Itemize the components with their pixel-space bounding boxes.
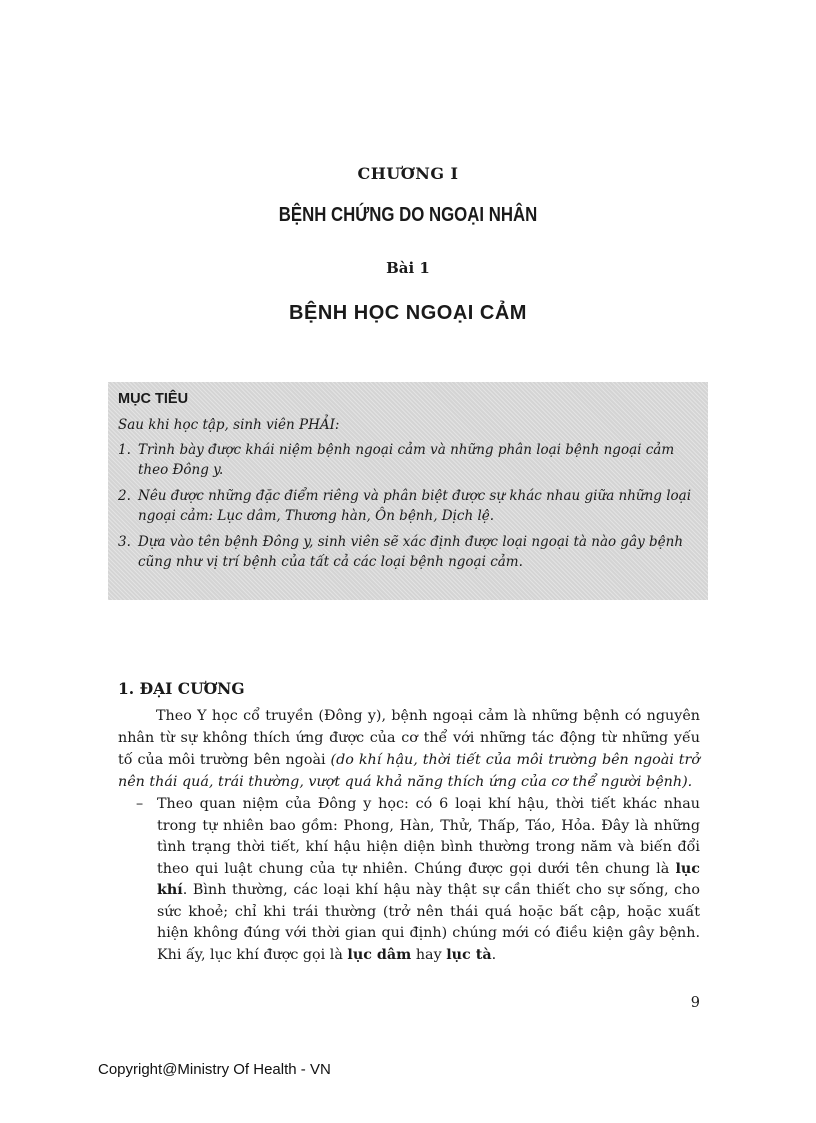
intro-paragraph bbox=[118, 705, 700, 793]
bullet-bold-term: lục khí bbox=[157, 860, 700, 898]
section-heading: 1. ĐẠI CƯƠNG bbox=[118, 679, 245, 698]
lesson-title: BỆNH HỌC NGOẠI CẢM bbox=[289, 302, 527, 324]
bullet-text-part: . Bình thường, các loại khí hậu này thật sự cần thiết cho sự sống, cho sức khoẻ; chỉ khi trái thường (trở nên thái quá hoặc bất cập, hoặc xuất hiện không đúng với thời gian qui định) chúng mới có điều kiện gây bệnh. Khi ấy, lục khí được gọi là bbox=[157, 882, 700, 963]
chapter-label: CHƯƠNG I bbox=[357, 164, 459, 183]
objective-item bbox=[118, 532, 698, 572]
objective-text: Nêu được những đặc điểm riêng và phân biệt được sự khác nhau giữa những loại ngoại cảm: Lục dâm, Thương hàn, Ôn bệnh, Dịch lệ. bbox=[138, 488, 692, 524]
objectives-box bbox=[108, 382, 708, 600]
paragraph-italic-text: (do khí hậu, thời tiết của môi trường bên ngoài trở nên thái quá, trái thường, vượt quá khả năng thích ứng của cơ thể người bệnh). bbox=[118, 752, 700, 790]
objective-item bbox=[118, 440, 698, 480]
bullet-text bbox=[138, 794, 700, 966]
objective-text: Dựa vào tên bệnh Đông y, sinh viên sẽ xác định được loại ngoại tà nào gây bệnh cũng như vị trí bệnh của tất cả các loại bệnh ngoại cảm. bbox=[138, 534, 684, 570]
lesson-label: Bài 1 bbox=[386, 259, 430, 277]
chapter-title: BỆNH CHỨNG DO NGOẠI NHÂN bbox=[278, 204, 538, 226]
objective-number: 3. bbox=[118, 534, 131, 550]
objective-text: Trình bày được khái niệm bệnh ngoại cảm và những phân loại bệnh ngoại cảm theo Đông y. bbox=[138, 442, 675, 478]
page-number: 9 bbox=[690, 995, 700, 1011]
objective-number: 1. bbox=[118, 442, 131, 458]
paragraph-text: Theo Y học cổ truyền (Đông y), bệnh ngoại cảm là những bệnh có nguyên nhân từ sự không thích ứng được của cơ thể với những tác động từ những yếu tố của môi trường bên ngoài bbox=[118, 708, 700, 768]
bullet-text-part: Theo quan niệm của Đông y học: có 6 loại khí hậu, thời tiết khác nhau trong tự nhiên bao gồm: Phong, Hàn, Thử, Thấp, Táo, Hỏa. Đây là những tình trạng thời tiết, khí hậu hiện diện bình thường trong năm và biến đổi theo qui luật chung của tự nhiên. Chúng được gọi dưới tên chung là bbox=[157, 796, 700, 877]
bullet-bold-term: lục tà bbox=[446, 946, 492, 963]
bullet-text-part: hay bbox=[411, 946, 447, 963]
objective-number: 2. bbox=[118, 488, 131, 504]
bullet-bold-term: lục dâm bbox=[347, 946, 412, 963]
bullet-text-part: . bbox=[491, 946, 497, 963]
copyright-notice: Copyright@Ministry Of Health - VN bbox=[98, 1061, 331, 1078]
bullet-dash: – bbox=[136, 796, 144, 812]
objective-item bbox=[118, 486, 698, 526]
bullet-item bbox=[138, 794, 700, 966]
objectives-intro: Sau khi học tập, sinh viên PHẢI: bbox=[118, 417, 340, 433]
objectives-heading: MỤC TIÊU bbox=[118, 391, 189, 407]
